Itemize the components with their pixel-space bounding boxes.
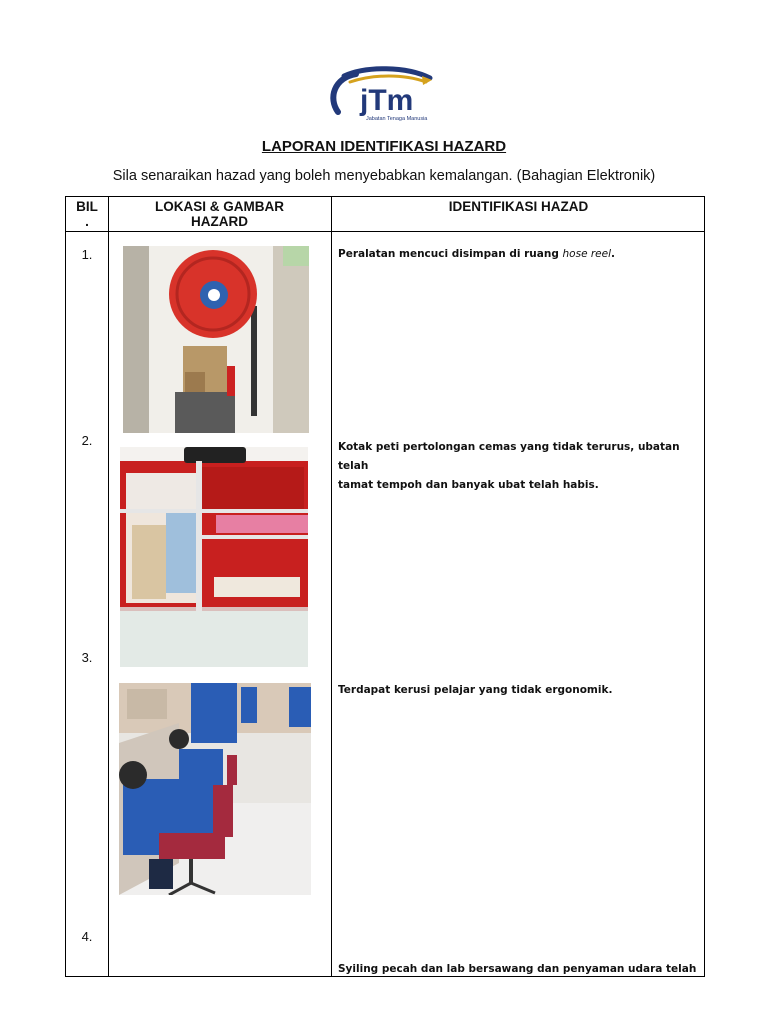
lab-chairs-photo	[119, 683, 311, 895]
header-divider	[66, 231, 704, 232]
header-identifikasi: IDENTIFIKASI HAZAD	[448, 199, 589, 214]
row-number: 3.	[81, 650, 93, 665]
hazard-description: Peralatan mencuci disimpan di ruang hose reel.	[338, 248, 616, 260]
hazard-table	[65, 196, 705, 977]
row-number: 2.	[81, 433, 93, 448]
hazard-description: Terdapat kerusi pelajar yang tidak ergonomik.	[338, 684, 613, 696]
jtm-logo	[326, 66, 436, 124]
column-divider	[331, 197, 332, 976]
hose-reel-photo	[123, 246, 309, 433]
logo-subtext: Jabatan Tenaga Manusia	[366, 116, 428, 122]
header-bil: BIL .	[76, 199, 98, 229]
hazard-description: Kotak peti pertolongan cemas yang tidak terurus, ubatan telah tamat tempoh dan banyak ubat telah habis.	[338, 441, 680, 491]
hazard-description: Syiling pecah dan lab bersawang dan penyaman udara telah	[338, 963, 697, 975]
logo-wordmark: jTm	[360, 84, 414, 117]
row-number: 1.	[81, 247, 93, 262]
page-subtitle: Sila senaraikan hazad yang boleh menyebabkan kemalangan. (Bahagian Elektronik)	[112, 168, 656, 184]
first-aid-box-photo	[120, 447, 308, 667]
row-number: 4.	[81, 929, 93, 944]
page-title: LAPORAN IDENTIFIKASI HAZARD	[261, 138, 507, 155]
header-lokasi: LOKASI & GAMBAR HAZARD	[155, 199, 284, 229]
column-divider	[108, 197, 109, 976]
